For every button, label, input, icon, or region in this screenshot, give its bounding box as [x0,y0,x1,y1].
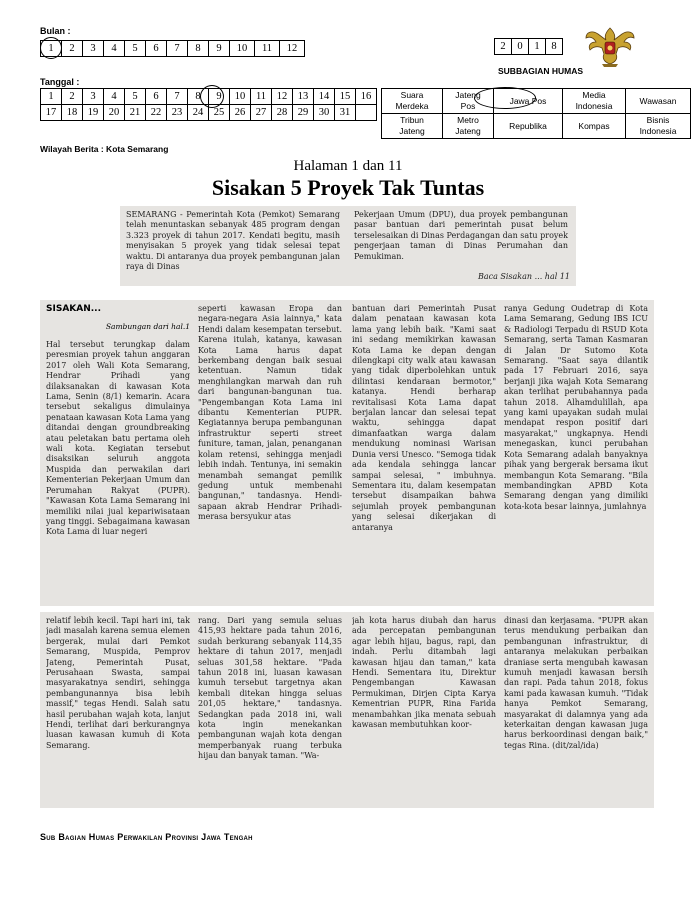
date-cell: 13 [293,89,314,105]
date-cell: 24 [188,105,209,121]
date-cell: 17 [41,105,62,121]
media-line: Kompas [578,120,610,131]
date-cell: 26 [230,105,251,121]
date-cell: 9 [209,89,230,105]
continuation-col-3: bantuan dari Pemerintah Pusat dalam penataan kawasan kota lama yang lebih baik. "Kami saat ini sedang memikirkan kawasan Kota Lama ke depan dengan dilengkapi city walk atau kawasan yang tidak diperbolehkan untuk dilintasi kendaraan bermotor," katanya. Hendi berharap revitalisasi Kota Lama dapat berjalan lancar dan selesai tepat waktu, sehingga dapat dimanfaatkan warga dalam mendukung nominasi Warisan Dunia versi Unesco. "Semoga tidak ada kendala sehingga lancar sampai selesai, " imbuhnya. Sementara itu, dalam kesempatan tersebut disampaikan bahwa sejumlah proyek pembangunan yang selesai dikerjakan di antaranya [352,304,496,532]
continuation-heading: SISAKAN... [46,304,102,314]
month-cell: 11 [255,41,280,57]
date-cell: 16 [356,89,377,105]
date-cell: 22 [146,105,167,121]
bottom-clipping [40,612,654,808]
date-cell: 11 [251,89,272,105]
media-line: Jawa Pos [509,95,547,106]
year-box [494,38,563,55]
media-line: Suara [400,90,424,100]
date-cell: 21 [125,105,146,121]
month-cell: 2 [62,41,83,57]
media-line: Pos [460,101,476,111]
footer-text: Sub Bagian Humas Perwakilan Provinsi Jawa Tengah [40,832,253,842]
selected-media-circle [474,87,536,109]
month-cell: 9 [209,41,230,57]
year-digit: 1 [529,39,546,55]
month-cell: 8 [188,41,209,57]
media-line: Wawasan [639,95,677,106]
month-grid [40,40,305,57]
continued-reference: Baca Sisakan ... hal 11 [477,272,570,281]
media-cell [626,114,691,139]
date-cell: 1 [41,89,62,105]
media-line: Indonesia [575,101,613,111]
media-line: Tribun [400,115,424,125]
media-cell [443,114,494,139]
continuation-col-2: seperti kawasan Eropa dan negara-negara Asia lainnya," kata Hendi dalam kesempatan tersebut. Karena itulah, katanya, kawasan Kota Lama harus dapat berkembang dengan baik sesuai ketentuan. Namun tidak menghilangkan marwah dan ruh dari bangunan-bangunan tua. "Pengembangan Kota Lama ini dibantu Kementerian PUPR. Kegiatannya berupa pembangunan infrastruktur seperti street funiture, taman, jalan, penanganan kolam retensi, sehingga menjadi lebih indah. Tentunya, ini semakin menambah semangat pemilik gedung untuk membenahi bangunan," tandasnya. Hendi- sapaan akrab Hendrar Prihadi- merasa bersyukur atas [198,304,342,522]
continuation-clipping [40,300,654,606]
bulan-label: Bulan : [40,26,71,36]
media-line: Jateng [455,126,481,136]
media-line: Indonesia [639,126,677,136]
date-cell: 29 [293,105,314,121]
date-cell: 20 [104,105,125,121]
media-line: Media [582,90,606,100]
month-cell: 1 [41,41,62,57]
continuation-col-1: Hal tersebut terungkap dalam peresmian proyek tahun anggaran 2017 oleh Wali Kota Semarang, Hendrar Prihadi yang dilaksanakan di kawasan Kota Lama, Senin (8/1) kemarin. Acara tersebut sekaligus dimulainya penataan kawasan Kota Lama yang ditandai dengan groundbreaking atau peletakan batu pertama oleh wali kota. Kegiatan tersebut disaksikan seluruh anggota Muspida dan perwakilan dari Kementerian Pekerjaan Umum dan Perumahan Rakyat (PUPR). "Kawasan Kota Lama Semarang ini memiliki nilai jual kepariwisataan yang tinggi. Sebagaimana kawasan Kota Lama di luar negeri [46,340,190,537]
continuation-subheading: Sambungan dari hal.1 [105,322,190,331]
date-cell: 3 [83,89,104,105]
date-cell: 4 [104,89,125,105]
date-cell: 31 [335,105,356,121]
date-cell: 27 [251,105,272,121]
continuation-col-4: ranya Gedung Oudetrap di Kota Lama Semarang, Gedung IBS ICU & Radiologi Terpadu di RSUD Kota Semarang, serta Taman Kasmaran di Jalan Dr Sutomo Kota Semarang. "Saat saya dilantik pada 17 Februari 2016, saya berjanji jika wajah Kota Semarang akan terlihat perubahannya pada tahun 2018. Alhamdulillah, apa yang kami upayakan sudah mulai mendapat respon positif dari masyarakat," ungkapnya. Hendi menegaskan, kunci perubahan Kota Semarang adalah banyaknya pihak yang bergerak bersama ikut membangun Kota Semarang. "Bila membandingkan APBD Kota Semarang dengan yang dimiliki kota-kota besar lainnya, jumlahnya [504,304,648,511]
headline: Sisakan 5 Proyek Tak Tuntas [211,175,485,200]
date-cell: 18 [62,105,83,121]
lead-clipping [120,206,576,286]
media-line: Republika [509,120,547,131]
month-cell: 3 [83,41,104,57]
wilayah-berita: Wilayah Berita : Kota Semarang [40,144,169,154]
date-cell: 15 [335,89,356,105]
year-digit: 2 [495,39,512,55]
date-cell: 5 [125,89,146,105]
media-line: Jateng [455,90,481,100]
media-cell [626,89,691,114]
media-line: Merdeka [395,101,429,111]
date-cell: 10 [230,89,251,105]
selected-date-circle [200,85,224,108]
media-line: Metro [457,115,479,125]
lead-col-1: SEMARANG - Pemerintah Kota (Pemkot) Semarang telah menuntaskan sebanyak 485 program dengan 3.323 proyek di tahun 2017. Kendati begitu, masih menyisakan 5 proyek yang tidak selesai tepat waktu. Di antaranya dua proyek pembangunan jalan raya di Dinas [126,210,340,272]
media-table [381,88,691,139]
date-cell: 14 [314,89,335,105]
date-cell [356,105,377,121]
bottom-col-3: jah kota harus diubah dan harus ada percepatan pembangunan agar lebih hijau, bagus, rapi, dan indah. Perlu ditambah lagi kawasan hijau dan taman," kata Hendi. Sementara itu, Direktur Pengembangan Kawasan Permukiman, Dirjen Cipta Karya Kementrian PUPR, Rina Farida menambahkan jika menata sebuah kawasan membutuhkan koor- [352,616,496,730]
month-cell: 4 [104,41,125,57]
media-cell [494,114,563,139]
date-cell: 8 [188,89,209,105]
media-cell [563,89,626,114]
tanggal-label: Tanggal : [40,77,80,87]
month-cell: 5 [125,41,146,57]
date-cell: 25 [209,105,230,121]
bottom-col-2: rang. Dari yang semula seluas 415,93 hektare pada tahun 2016, sudah berkurang sebanyak 114,35 hektare di tahun 2017, menjadi seluas 301,58 hektare. "Pada tahun 2018 ini, luasan kawasan kumuh tersebut targetnya akan kembali ditekan hingga seluas 201,05 hektare," tandasnya. Sedangkan pada 2018 ini, wali kota ingin menekankan pembangunan wajah kota dengan memperbanyak ruang terbuka hijau dan banyak taman. "Wa- [198,616,342,761]
date-cell: 28 [272,105,293,121]
subbagian-label: SUBBAGIAN HUMAS [498,66,583,76]
year-digit: 8 [546,39,563,55]
month-cell: 7 [167,41,188,57]
media-line: Jateng [399,126,425,136]
year-digit: 0 [512,39,529,55]
lead-col-2: Pekerjaan Umum (DPU), dua proyek pembangunan pasar bantuan dari pemerintah pusat belum terselesaikan di Dinas Perdagangan dan satu proyek pengerjaan taman di Dinas Perumahan dan Pemukiman. [354,210,568,261]
bottom-col-1: relatif lebih kecil. Tapi hari ini, tak jadi masalah karena semua elemen bergerak, mulai dari Pemkot Semarang, Muspida, Pemprov Jateng, Pemerintah Pusat, Perusahaan Swasta, sampai masyarakatnya sendiri, sehingga pembangunannya bisa lebih massif," tegas Hendi. Salah satu hasil perubahan wajah kota, lanjut Hendi, terlihat dari berkurangnya luasan kawasan kumuh di Kota Semarang. [46,616,190,750]
media-cell [382,114,443,139]
date-cell: 19 [83,105,104,121]
page-reference: Halaman 1 dan 11 [293,158,403,174]
date-cell: 23 [167,105,188,121]
date-cell: 30 [314,105,335,121]
month-cell: 12 [280,41,305,57]
date-cell: 2 [62,89,83,105]
media-cell [563,114,626,139]
selected-month-circle [40,37,62,59]
month-cell: 6 [146,41,167,57]
bottom-col-4: dinasi dan kerjasama. "PUPR akan terus mendukung perbaikan dan pembangunan infrastruktur, di antaranya melakukan perbaikan draniase serta mengubah kawasan kumuh menjadi kawasan bersih dan rapi. Pada tahun 2018, fokus kami pada kawasan kumuh. "Tidak hanya Pemkot Semarang, masyarakat di dalamnya yang ada keterkaitan dengan kawasan juga harus berkoordinasi dengan baik," tegas Rina. (dit/zal/ida) [504,616,648,750]
media-cell [382,89,443,114]
date-cell: 7 [167,89,188,105]
month-cell: 10 [230,41,255,57]
garuda-emblem-icon [584,24,636,68]
date-cell: 12 [272,89,293,105]
media-line: Bisnis [646,115,670,125]
date-cell: 6 [146,89,167,105]
